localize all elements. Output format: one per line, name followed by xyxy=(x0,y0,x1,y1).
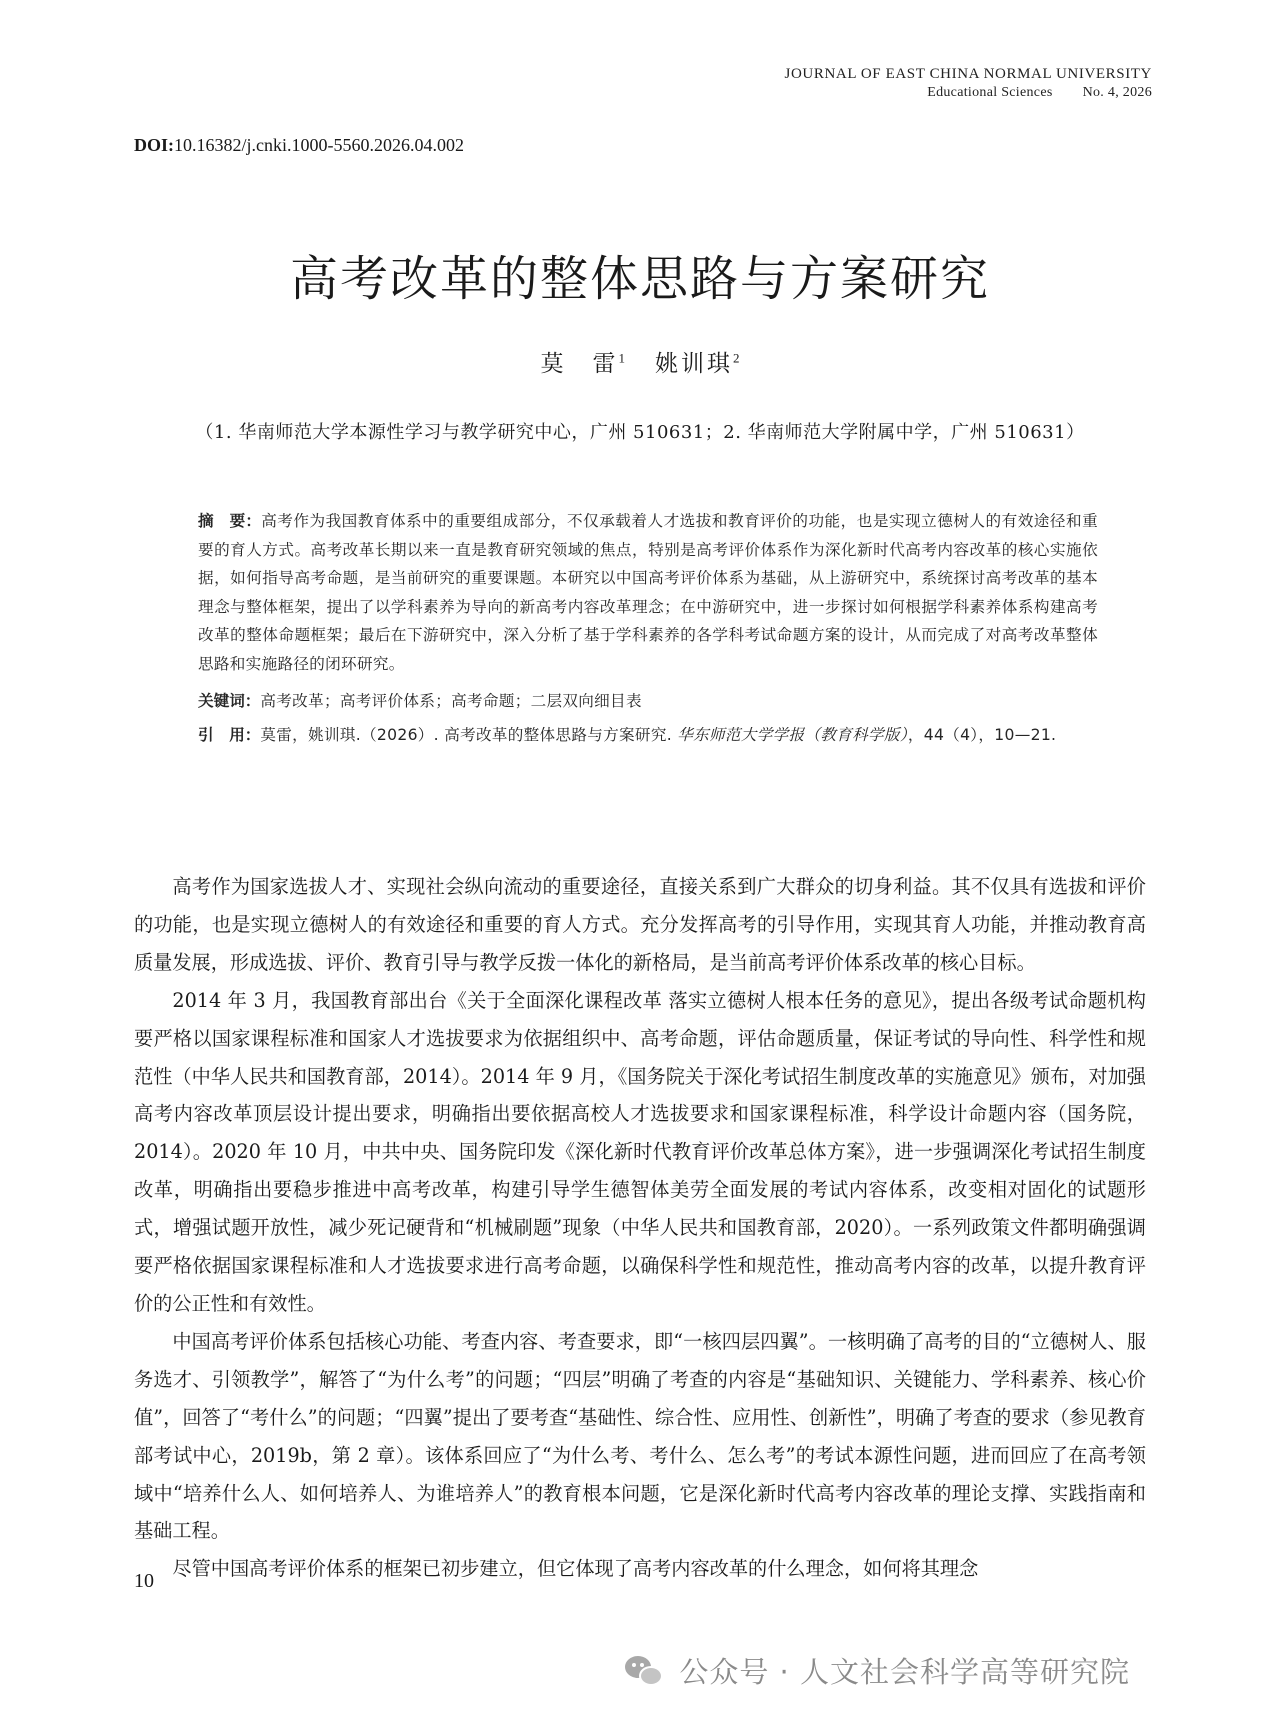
journal-name: JOURNAL OF EAST CHINA NORMAL UNIVERSITY xyxy=(784,66,1152,82)
citation-text: 莫雷，姚训琪.（2026）. 高考改革的整体思路与方案研究. xyxy=(260,726,678,745)
body-paragraph: 中国高考评价体系包括核心功能、考查内容、考查要求，即“一核四层四翼”。一核明确了高考的目的“立德树人、服务选才、引领教学”，解答了“为什么考”的问题；“四层”明确了考查的内容是“基础知识、关键能力、学科素养、核心价值”，回答了“考什么”的问题；“四翼”提出了要考查“基础性、综合性、应用性、创新性”，明确了考查的要求（参见教育部考试中心，2019b，第 2 章）。该体系回应了“为什么考、考什么、怎么考”的考试本源性问题，进而回应了在高考领域中“培养什么人、如何培养人、为谁培养人”的教育根本问题，它是深化新时代高考内容改革的理论支撑、实践指南和基础工程。 xyxy=(134,1329,1146,1543)
keywords xyxy=(198,687,1098,716)
abstract-block xyxy=(198,507,1098,750)
affiliation: （1. 华南师范大学本源性学习与教学研究中心，广州 510631；2. 华南师范大学附属中学，广州 510631） xyxy=(195,422,1085,443)
keywords-text: 高考改革；高考评价体系；高考命题；二层双向细目表 xyxy=(260,691,642,710)
citation xyxy=(198,721,1098,750)
journal-header xyxy=(785,66,1152,101)
body-text xyxy=(134,868,1146,1588)
citation-tail: ，44（4），10—21. xyxy=(907,726,1057,745)
journal-section: Educational Sciences xyxy=(927,85,1053,100)
citation-label: 引 用： xyxy=(198,726,261,745)
author-affil-mark: 1 xyxy=(618,350,625,366)
body-paragraph: 2014 年 3 月，我国教育部出台《关于全面深化课程改革 落实立德树人根本任务的意见》，提出各级考试命题机构要严格以国家课程标准和国家人才选拔要求为依据组织中、高考命题，评估命题质量，保证考试的导向性、科学性和规范性（中华人民共和国教育部，2014）。2014 年 9 月，《国务院关于深化考试招生制度改革的实施意见》颁布，对加强高考内容改革顶层设计提出要求，明确指出要依据高校人才选拔要求和国家课程标准，科学设计命题内容（国务院，2014）。2020 年 10 月，中共中央、国务院印发《深化新时代教育评价改革总体方案》，进一步强调深化考试招生制度改革，明确指出要稳步推进中高考改革，构建引导学生德智体美劳全面发展的考试内容体系，改变相对固化的试题形式，增强试题开放性，减少死记硬背和“机械刷题”现象（中华人民共和国教育部，2020）。一系列政策文件都明确强调要严格依据国家课程标准和人才选拔要求进行高考命题，以确保科学性和规范性，推动高考内容的改革，以提升教育评价的公正性和有效性。 xyxy=(134,988,1146,1315)
keywords-label: 关键词： xyxy=(198,691,261,710)
author-name: 莫 雷 xyxy=(540,351,619,377)
watermark xyxy=(625,1650,1130,1691)
author-name: 姚训琪 xyxy=(655,351,733,377)
body-paragraph: 高考作为国家选拔人才、实现社会纵向流动的重要途径，直接关系到广大群众的切身利益。其不仅具有选拔和评价的功能，也是实现立德树人的有效途径和重要的育人方式。充分发挥高考的引导作用，实现其育人功能，并推动教育高质量发展，形成选拔、评价、教育引导与教学反拨一体化的新格局，是当前高考评价体系改革的核心目标。 xyxy=(134,875,1146,974)
author-affil-mark: 2 xyxy=(733,350,740,366)
paper-title: 高考改革的整体思路与方案研究 xyxy=(289,251,990,307)
abstract-text: 高考作为我国教育体系中的重要组成部分，不仅承载着人才选拔和教育评价的功能，也是实现立德树人的有效途径和重要的育人方式。高考改革长期以来一直是教育研究领域的焦点，特别是高考评价体系作为深化新时代高考内容改革的核心实施依据，如何指导高考命题，是当前研究的重要课题。本研究以中国高考评价体系为基础，从上游研究中，系统探讨高考改革的基本理念与整体框架，提出了以学科素养为导向的新高考内容改革理念；在中游研究中，进一步探讨如何根据学科素养体系构建高考改革的整体命题框架；最后在下游研究中，深入分析了基于学科素养的各学科考试命题方案的设计，从而完成了对高考改革整体思路和实施路径的闭环研究。 xyxy=(198,512,1098,673)
journal-issue: No. 4, 2026 xyxy=(1082,85,1152,100)
wechat-icon xyxy=(625,1654,665,1688)
journal-section-issue xyxy=(785,85,1152,101)
author-list xyxy=(0,345,1280,378)
watermark-text: 公众号 · 人文社会科学高等研究院 xyxy=(679,1655,1130,1689)
doi-label: DOI: xyxy=(134,135,174,155)
body-paragraph: 尽管中国高考评价体系的框架已初步建立，但它体现了高考内容改革的什么理念，如何将其理念 xyxy=(172,1557,979,1581)
abstract-label: 摘 要： xyxy=(198,512,262,530)
doi-value: 10.16382/j.cnki.1000-5560.2026.04.002 xyxy=(174,135,464,155)
doi xyxy=(134,135,464,156)
citation-journal: 华东师范大学学报（教育科学版） xyxy=(677,726,908,745)
abstract xyxy=(198,507,1098,679)
page-number: 10 xyxy=(134,1570,154,1592)
